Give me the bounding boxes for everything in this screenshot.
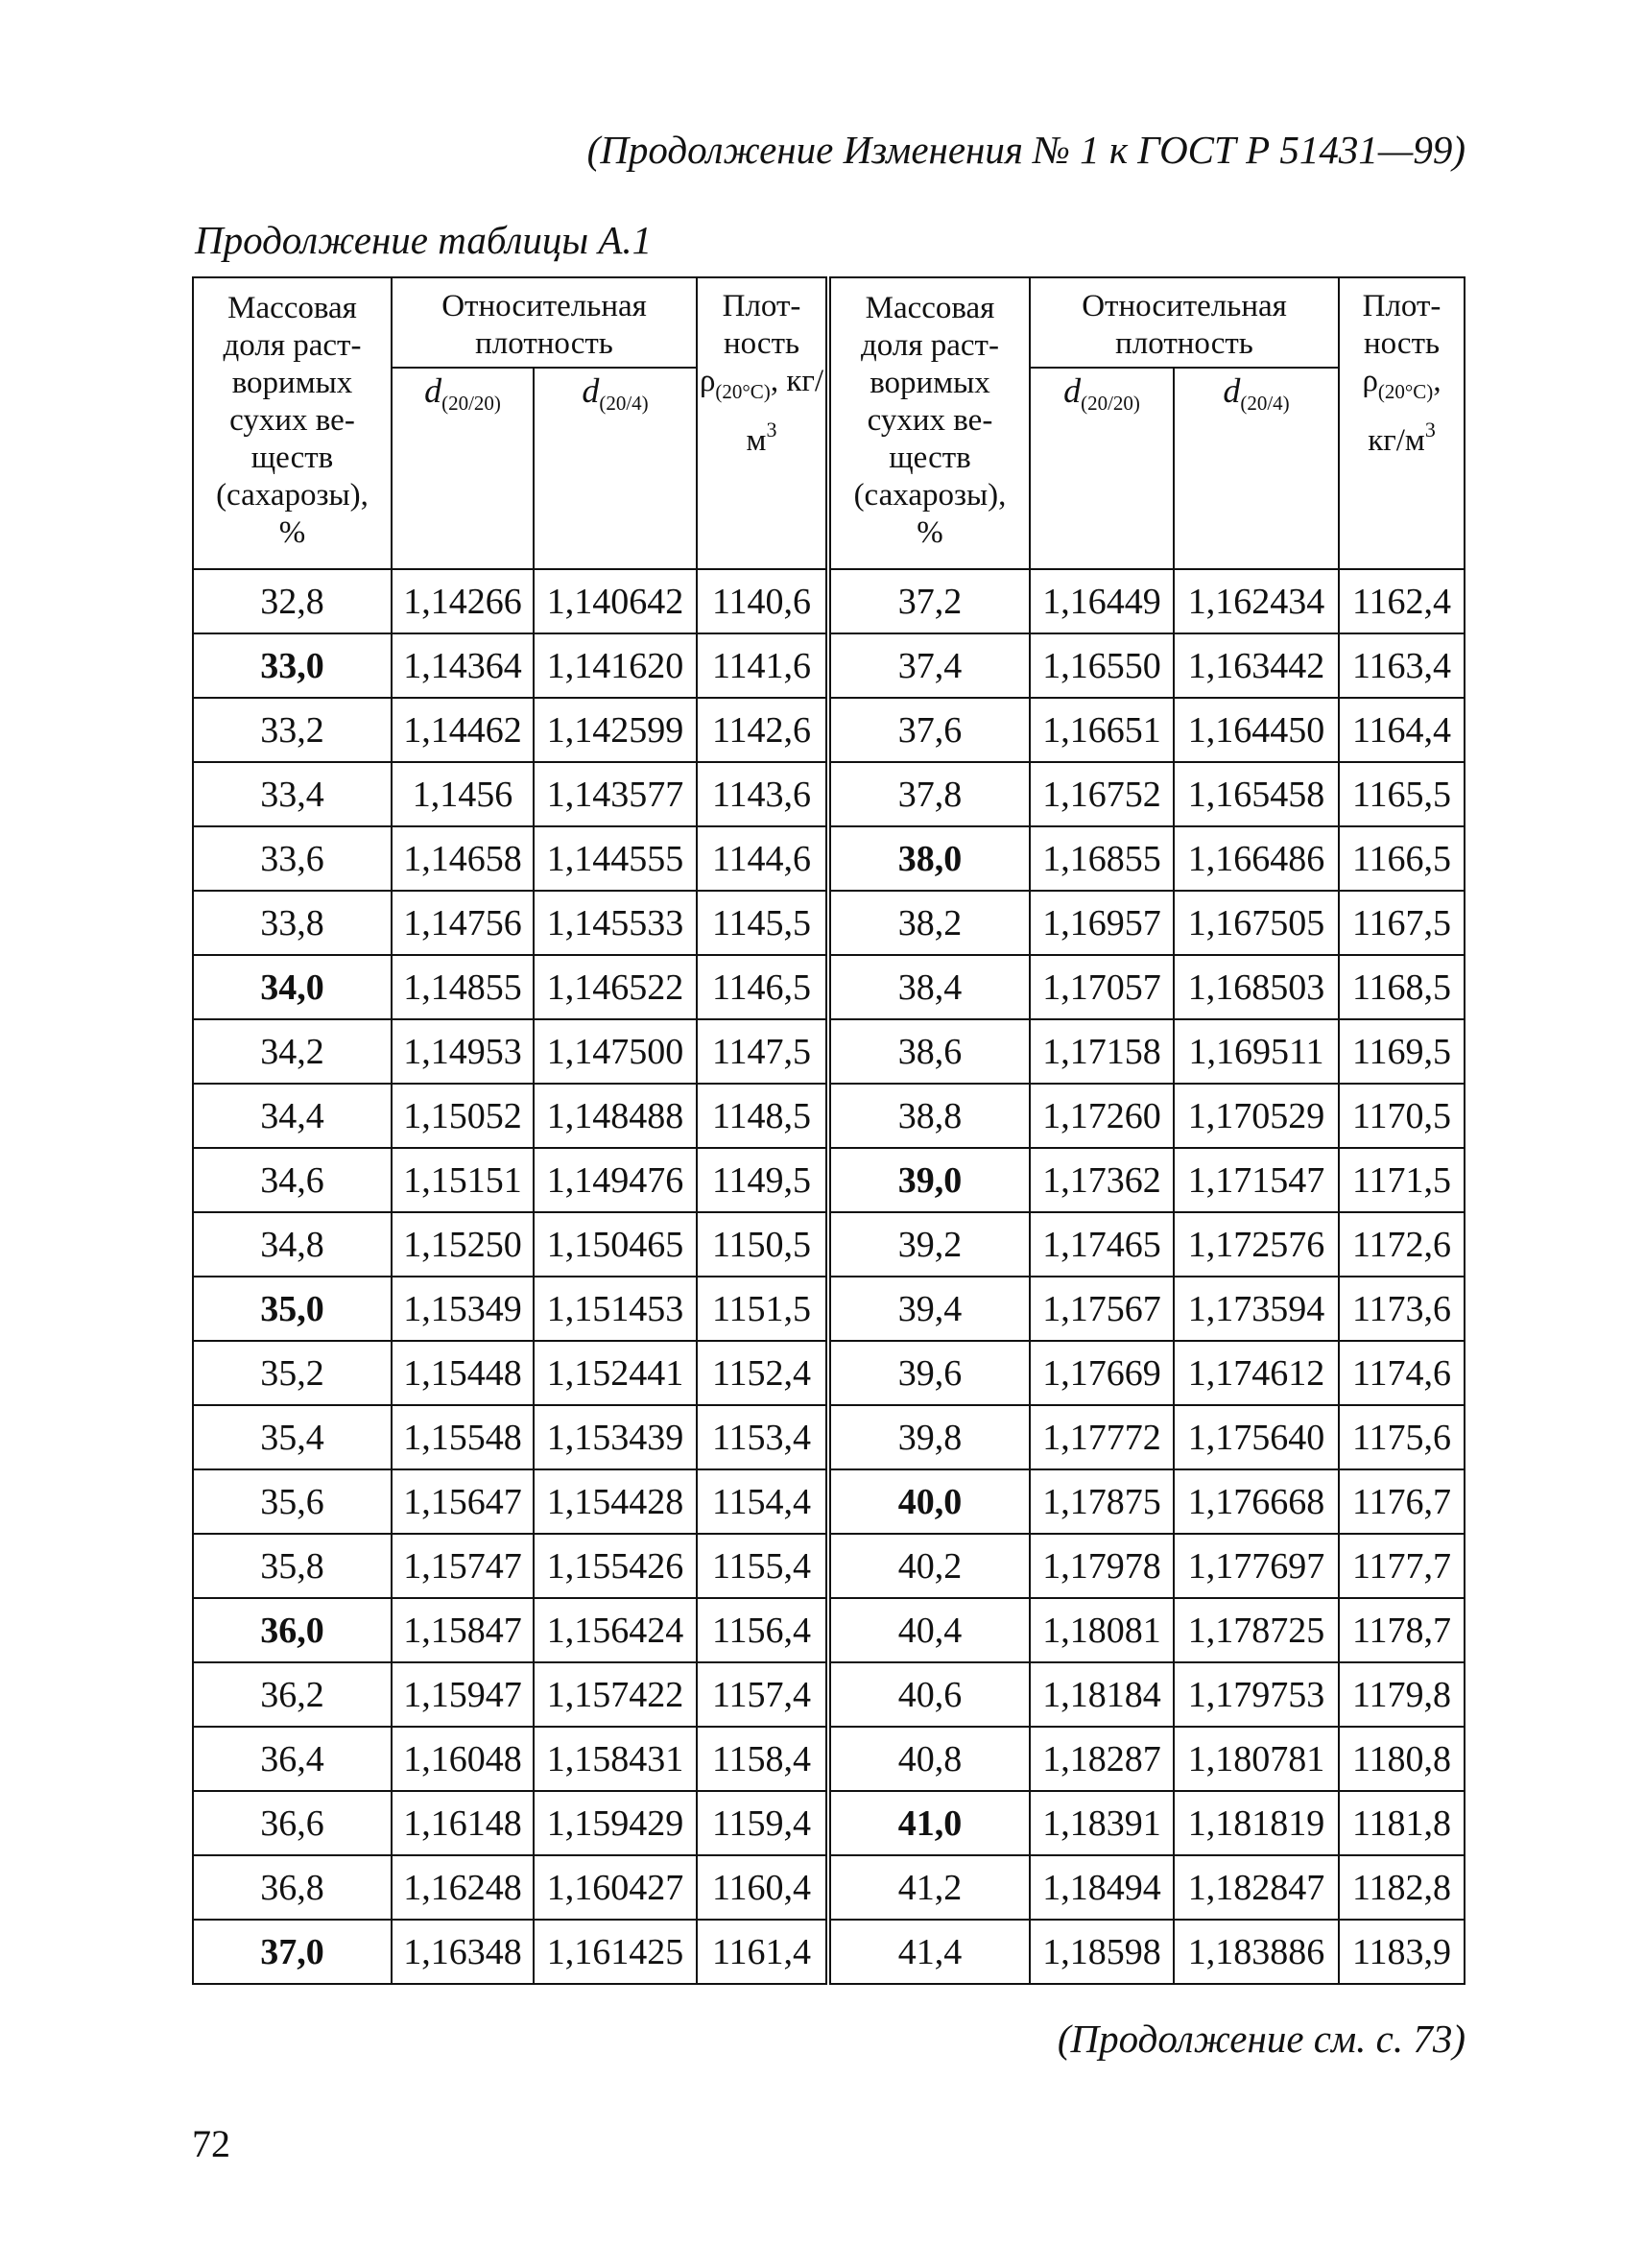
d2020-cell-right: 1,18081 — [1030, 1598, 1174, 1662]
d2020-cell: 1,16348 — [392, 1920, 534, 1984]
d2020-cell: 1,14462 — [392, 698, 534, 762]
d2020-cell-right: 1,18391 — [1030, 1791, 1174, 1855]
mass-fraction-header-right — [828, 277, 1030, 569]
table-row — [193, 955, 1465, 1019]
mass-cell: 33,2 — [193, 698, 392, 762]
density-table-wrapper — [192, 276, 1464, 1985]
d204-cell: 1,158431 — [534, 1727, 697, 1791]
running-header: (Продолжение Изменения № 1 к ГОСТ Р 51431—99) — [586, 128, 1465, 172]
density-cell: 1141,6 — [697, 633, 828, 698]
density-cell: 1147,5 — [697, 1019, 828, 1084]
mass-cell: 37,0 — [193, 1920, 392, 1984]
density-cell-right: 1182,8 — [1339, 1855, 1465, 1920]
d204-cell: 1,145533 — [534, 891, 697, 955]
d2020-cell: 1,15548 — [392, 1405, 534, 1469]
d204-cell: 1,159429 — [534, 1791, 697, 1855]
mass-cell-right: 39,2 — [828, 1212, 1030, 1277]
table-row — [193, 762, 1465, 826]
density-cell: 1152,4 — [697, 1341, 828, 1405]
d204-cell: 1,151453 — [534, 1277, 697, 1341]
d204-cell-right: 1,173594 — [1174, 1277, 1339, 1341]
header-line: Плот- — [1362, 289, 1441, 323]
table-row — [193, 891, 1465, 955]
d-20-20-header — [392, 368, 534, 569]
table-row — [193, 1405, 1465, 1469]
d-symbol: d — [424, 371, 442, 410]
density-cell: 1159,4 — [697, 1791, 828, 1855]
d204-cell-right: 1,167505 — [1174, 891, 1339, 955]
density-cell: 1158,4 — [697, 1727, 828, 1791]
header-line: сухих ве- — [229, 403, 355, 438]
density-cell: 1149,5 — [697, 1148, 828, 1212]
density-cell-right: 1177,7 — [1339, 1534, 1465, 1598]
mass-cell: 33,6 — [193, 826, 392, 891]
relative-density-header — [392, 277, 697, 368]
d204-cell-right: 1,170529 — [1174, 1084, 1339, 1148]
d-symbol: d — [1223, 371, 1241, 410]
d204-cell: 1,157422 — [534, 1662, 697, 1727]
density-cell-right: 1168,5 — [1339, 955, 1465, 1019]
d204-cell: 1,142599 — [534, 698, 697, 762]
header-line: Относительная — [441, 289, 647, 323]
d2020-cell: 1,16248 — [392, 1855, 534, 1920]
d2020-cell-right: 1,17978 — [1030, 1534, 1174, 1598]
density-cell: 1140,6 — [697, 569, 828, 633]
d2020-cell: 1,15448 — [392, 1341, 534, 1405]
d2020-cell-right: 1,18494 — [1030, 1855, 1174, 1920]
density-header-right — [1339, 277, 1465, 569]
d2020-cell-right: 1,16550 — [1030, 633, 1174, 698]
table-row — [193, 698, 1465, 762]
header-line: воримых — [231, 366, 353, 400]
d-subscript: (20/20) — [1081, 392, 1140, 415]
d204-cell-right: 1,174612 — [1174, 1341, 1339, 1405]
header-row-1 — [193, 277, 1465, 368]
d-20-4-header — [534, 368, 697, 569]
mass-cell: 36,8 — [193, 1855, 392, 1920]
density-cell-right: 1170,5 — [1339, 1084, 1465, 1148]
density-cell-right: 1176,7 — [1339, 1469, 1465, 1534]
density-cell-right: 1175,6 — [1339, 1405, 1465, 1469]
rho-unit-exponent: 3 — [766, 418, 777, 442]
density-cell: 1161,4 — [697, 1920, 828, 1984]
table-row — [193, 1791, 1465, 1855]
rho-unit: , кг/м — [746, 364, 824, 458]
header-line: воримых — [870, 366, 990, 400]
mass-cell-right: 38,6 — [828, 1019, 1030, 1084]
d2020-cell: 1,14953 — [392, 1019, 534, 1084]
header-line: ность — [723, 326, 800, 361]
d2020-cell: 1,15151 — [392, 1148, 534, 1212]
density-cell-right: 1163,4 — [1339, 633, 1465, 698]
d204-cell-right: 1,182847 — [1174, 1855, 1339, 1920]
d2020-cell-right: 1,18184 — [1030, 1662, 1174, 1727]
mass-cell: 34,4 — [193, 1084, 392, 1148]
mass-cell: 33,0 — [193, 633, 392, 698]
d204-cell-right: 1,178725 — [1174, 1598, 1339, 1662]
table-row — [193, 1598, 1465, 1662]
d-subscript: (20/20) — [441, 392, 501, 415]
mass-cell: 36,2 — [193, 1662, 392, 1727]
table-row — [193, 826, 1465, 891]
mass-cell: 36,4 — [193, 1727, 392, 1791]
rho-symbol: ρ — [1362, 364, 1378, 398]
continuation-note: (Продолжение см. с. 73) — [1057, 2017, 1465, 2061]
density-cell-right: 1178,7 — [1339, 1598, 1465, 1662]
density-cell-right: 1171,5 — [1339, 1148, 1465, 1212]
mass-cell-right: 40,0 — [828, 1469, 1030, 1534]
density-cell: 1146,5 — [697, 955, 828, 1019]
mass-cell-right: 40,6 — [828, 1662, 1030, 1727]
density-cell-right: 1165,5 — [1339, 762, 1465, 826]
header-line: % — [917, 515, 943, 550]
mass-cell-right: 38,2 — [828, 891, 1030, 955]
d2020-cell-right: 1,17669 — [1030, 1341, 1174, 1405]
d204-cell: 1,146522 — [534, 955, 697, 1019]
d2020-cell-right: 1,17362 — [1030, 1148, 1174, 1212]
d2020-cell-right: 1,17158 — [1030, 1019, 1174, 1084]
density-cell-right: 1179,8 — [1339, 1662, 1465, 1727]
d204-cell: 1,140642 — [534, 569, 697, 633]
d204-cell-right: 1,168503 — [1174, 955, 1339, 1019]
density-cell: 1153,4 — [697, 1405, 828, 1469]
d204-cell-right: 1,181819 — [1174, 1791, 1339, 1855]
mass-cell: 35,0 — [193, 1277, 392, 1341]
d2020-cell: 1,14855 — [392, 955, 534, 1019]
d2020-cell-right: 1,16449 — [1030, 569, 1174, 633]
density-cell: 1150,5 — [697, 1212, 828, 1277]
density-cell-right: 1164,4 — [1339, 698, 1465, 762]
density-cell: 1145,5 — [697, 891, 828, 955]
density-cell-right: 1166,5 — [1339, 826, 1465, 891]
d2020-cell-right: 1,17057 — [1030, 955, 1174, 1019]
density-cell-right: 1162,4 — [1339, 569, 1465, 633]
d204-cell: 1,153439 — [534, 1405, 697, 1469]
header-line: Массовая — [865, 291, 995, 325]
d2020-cell: 1,15747 — [392, 1534, 534, 1598]
d204-cell-right: 1,177697 — [1174, 1534, 1339, 1598]
d204-cell: 1,152441 — [534, 1341, 697, 1405]
d204-cell-right: 1,172576 — [1174, 1212, 1339, 1277]
d-20-20-header-right — [1030, 368, 1174, 569]
d2020-cell: 1,14364 — [392, 633, 534, 698]
rho-unit: , кг/м — [1368, 364, 1441, 458]
mass-cell: 35,2 — [193, 1341, 392, 1405]
d204-cell: 1,150465 — [534, 1212, 697, 1277]
table-row — [193, 1277, 1465, 1341]
density-table — [192, 276, 1465, 1985]
table-row — [193, 1148, 1465, 1212]
d2020-cell: 1,15847 — [392, 1598, 534, 1662]
d-symbol: d — [1063, 371, 1082, 410]
d204-cell: 1,154428 — [534, 1469, 697, 1534]
mass-cell-right: 40,4 — [828, 1598, 1030, 1662]
header-line: (сахарозы), — [216, 478, 369, 513]
d2020-cell-right: 1,17772 — [1030, 1405, 1174, 1469]
mass-cell: 34,2 — [193, 1019, 392, 1084]
mass-cell-right: 41,4 — [828, 1920, 1030, 1984]
header-line: плотность — [475, 326, 613, 361]
header-line: ществ — [889, 441, 971, 475]
d2020-cell: 1,15349 — [392, 1277, 534, 1341]
density-cell-right: 1183,9 — [1339, 1920, 1465, 1984]
d2020-cell-right: 1,16752 — [1030, 762, 1174, 826]
mass-cell: 36,0 — [193, 1598, 392, 1662]
table-row — [193, 1727, 1465, 1791]
d2020-cell-right: 1,16957 — [1030, 891, 1174, 955]
rho-unit-exponent: 3 — [1424, 418, 1436, 442]
table-row — [193, 1019, 1465, 1084]
mass-cell: 36,6 — [193, 1791, 392, 1855]
mass-cell-right: 39,8 — [828, 1405, 1030, 1469]
mass-cell: 33,8 — [193, 891, 392, 955]
mass-cell: 35,4 — [193, 1405, 392, 1469]
mass-cell: 33,4 — [193, 762, 392, 826]
mass-cell-right: 39,0 — [828, 1148, 1030, 1212]
table-row — [193, 1534, 1465, 1598]
header-line: ность — [1363, 326, 1441, 361]
density-cell: 1142,6 — [697, 698, 828, 762]
d204-cell: 1,143577 — [534, 762, 697, 826]
density-cell: 1148,5 — [697, 1084, 828, 1148]
d2020-cell-right: 1,17875 — [1030, 1469, 1174, 1534]
d2020-cell: 1,15647 — [392, 1469, 534, 1534]
d204-cell: 1,149476 — [534, 1148, 697, 1212]
table-row — [193, 569, 1465, 633]
density-cell: 1144,6 — [697, 826, 828, 891]
d2020-cell: 1,15052 — [392, 1084, 534, 1148]
density-cell-right: 1181,8 — [1339, 1791, 1465, 1855]
mass-cell-right: 40,8 — [828, 1727, 1030, 1791]
d204-cell: 1,144555 — [534, 826, 697, 891]
header-line: сухих ве- — [867, 403, 993, 438]
rho-symbol: ρ — [699, 364, 716, 398]
rho-subscript: (20°С) — [715, 380, 771, 403]
density-cell-right: 1174,6 — [1339, 1341, 1465, 1405]
table-row — [193, 633, 1465, 698]
mass-cell-right: 37,6 — [828, 698, 1030, 762]
d-subscript: (20/4) — [599, 392, 649, 415]
table-caption: Продолжение таблицы А.1 — [195, 218, 653, 262]
header-line: ществ — [250, 441, 334, 475]
d204-cell-right: 1,164450 — [1174, 698, 1339, 762]
relative-density-header-right — [1030, 277, 1339, 368]
d2020-cell-right: 1,17465 — [1030, 1212, 1174, 1277]
d-symbol: d — [582, 371, 600, 410]
d2020-cell: 1,16048 — [392, 1727, 534, 1791]
mass-cell-right: 37,4 — [828, 633, 1030, 698]
mass-cell-right: 38,8 — [828, 1084, 1030, 1148]
table-row — [193, 1084, 1465, 1148]
rho-subscript: (20°С) — [1377, 380, 1434, 403]
d2020-cell: 1,1456 — [392, 762, 534, 826]
mass-cell-right: 41,0 — [828, 1791, 1030, 1855]
d204-cell-right: 1,176668 — [1174, 1469, 1339, 1534]
table-row — [193, 1920, 1465, 1984]
table-body — [193, 569, 1465, 1984]
mass-cell-right: 38,0 — [828, 826, 1030, 891]
mass-fraction-header — [193, 277, 392, 569]
density-header — [697, 277, 828, 569]
header-line: плотность — [1115, 326, 1253, 361]
header-line: Массовая — [227, 291, 357, 325]
density-cell: 1151,5 — [697, 1277, 828, 1341]
table-row — [193, 1855, 1465, 1920]
density-cell: 1157,4 — [697, 1662, 828, 1727]
mass-cell-right: 40,2 — [828, 1534, 1030, 1598]
density-cell-right: 1172,6 — [1339, 1212, 1465, 1277]
table-row — [193, 1662, 1465, 1727]
d204-cell-right: 1,183886 — [1174, 1920, 1339, 1984]
d2020-cell-right: 1,16855 — [1030, 826, 1174, 891]
d204-cell-right: 1,180781 — [1174, 1727, 1339, 1791]
density-cell: 1156,4 — [697, 1598, 828, 1662]
mass-cell: 32,8 — [193, 569, 392, 633]
density-cell: 1154,4 — [697, 1469, 828, 1534]
mass-cell-right: 37,2 — [828, 569, 1030, 633]
density-cell: 1155,4 — [697, 1534, 828, 1598]
d2020-cell: 1,16148 — [392, 1791, 534, 1855]
mass-cell-right: 38,4 — [828, 955, 1030, 1019]
d2020-cell: 1,14266 — [392, 569, 534, 633]
density-cell: 1143,6 — [697, 762, 828, 826]
page-number: 72 — [192, 2122, 230, 2165]
mass-cell-right: 39,4 — [828, 1277, 1030, 1341]
d2020-cell: 1,14756 — [392, 891, 534, 955]
d204-cell: 1,160427 — [534, 1855, 697, 1920]
d204-cell-right: 1,166486 — [1174, 826, 1339, 891]
density-cell: 1160,4 — [697, 1855, 828, 1920]
d2020-cell-right: 1,17260 — [1030, 1084, 1174, 1148]
d204-cell: 1,141620 — [534, 633, 697, 698]
mass-cell: 34,8 — [193, 1212, 392, 1277]
mass-cell-right: 39,6 — [828, 1341, 1030, 1405]
d204-cell-right: 1,162434 — [1174, 569, 1339, 633]
d-subscript: (20/4) — [1240, 392, 1290, 415]
density-cell-right: 1180,8 — [1339, 1727, 1465, 1791]
d-20-4-header-right — [1174, 368, 1339, 569]
d204-cell-right: 1,165458 — [1174, 762, 1339, 826]
d204-cell: 1,148488 — [534, 1084, 697, 1148]
mass-cell: 34,0 — [193, 955, 392, 1019]
d2020-cell-right: 1,16651 — [1030, 698, 1174, 762]
d204-cell: 1,161425 — [534, 1920, 697, 1984]
d204-cell-right: 1,179753 — [1174, 1662, 1339, 1727]
table-row — [193, 1469, 1465, 1534]
header-line: (сахарозы), — [853, 478, 1007, 513]
d2020-cell-right: 1,17567 — [1030, 1277, 1174, 1341]
d2020-cell-right: 1,18287 — [1030, 1727, 1174, 1791]
density-cell-right: 1169,5 — [1339, 1019, 1465, 1084]
d204-cell-right: 1,175640 — [1174, 1405, 1339, 1469]
d204-cell: 1,147500 — [534, 1019, 697, 1084]
d2020-cell: 1,15250 — [392, 1212, 534, 1277]
table-row — [193, 1212, 1465, 1277]
header-line: % — [278, 515, 306, 550]
d2020-cell: 1,15947 — [392, 1662, 534, 1727]
mass-cell-right: 37,8 — [828, 762, 1030, 826]
mass-cell: 34,6 — [193, 1148, 392, 1212]
mass-cell: 35,6 — [193, 1469, 392, 1534]
mass-cell: 35,8 — [193, 1534, 392, 1598]
density-cell-right: 1167,5 — [1339, 891, 1465, 955]
header-line: Относительная — [1082, 289, 1287, 323]
mass-cell-right: 41,2 — [828, 1855, 1030, 1920]
header-line: доля раст- — [223, 328, 362, 363]
d2020-cell-right: 1,18598 — [1030, 1920, 1174, 1984]
d204-cell: 1,156424 — [534, 1598, 697, 1662]
d204-cell: 1,155426 — [534, 1534, 697, 1598]
header-line: Плот- — [722, 289, 801, 323]
d2020-cell: 1,14658 — [392, 826, 534, 891]
header-line: доля раст- — [861, 328, 999, 363]
density-cell-right: 1173,6 — [1339, 1277, 1465, 1341]
d204-cell-right: 1,169511 — [1174, 1019, 1339, 1084]
d204-cell-right: 1,171547 — [1174, 1148, 1339, 1212]
d204-cell-right: 1,163442 — [1174, 633, 1339, 698]
table-row — [193, 1341, 1465, 1405]
